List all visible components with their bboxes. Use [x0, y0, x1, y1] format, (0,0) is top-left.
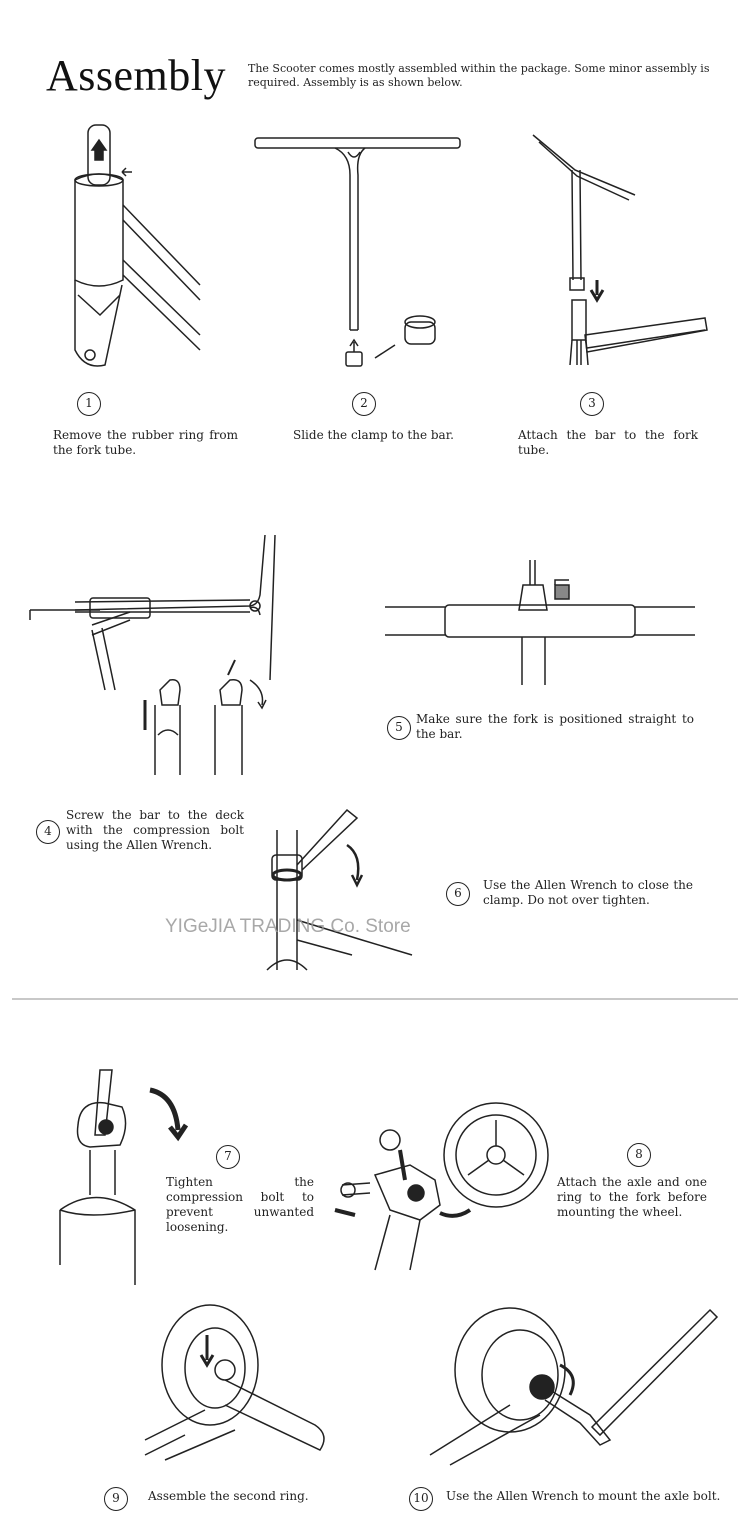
step10-illustration	[430, 1305, 720, 1470]
step1-number: 1	[77, 392, 101, 416]
step8-caption: Attach the axle and one ring to the fork before mounting the wheel.	[557, 1175, 707, 1219]
step6-illustration	[262, 800, 472, 975]
step5-caption: Make sure the fork is positioned straight to the bar.	[416, 712, 694, 741]
step6-number: 6	[446, 882, 470, 906]
step9-number: 9	[104, 1487, 128, 1511]
step4-number: 4	[36, 820, 60, 844]
step2-number: 2	[352, 392, 376, 416]
step8-illustration	[330, 1095, 555, 1275]
step9-illustration	[145, 1300, 345, 1465]
step8-number: 8	[627, 1143, 651, 1167]
step5-number: 5	[387, 716, 411, 740]
store-watermark: YIGeJIA TRADING Co. Store	[165, 916, 411, 937]
step3-number: 3	[580, 392, 604, 416]
intro-text: The Scooter comes mostly assembled within the package. Some minor assembly is required. Assembly is as shown below.	[248, 62, 710, 89]
step4-caption: Screw the bar to the deck with the compression bolt using the Allen Wrench.	[66, 808, 244, 852]
step10-number: 10	[409, 1487, 433, 1511]
step1-illustration	[60, 120, 210, 375]
step7-number: 7	[216, 1145, 240, 1169]
page-title: Assembly	[46, 51, 226, 100]
step1-caption: Remove the rubber ring from the fork tube.	[53, 428, 238, 457]
step6-caption: Use the Allen Wrench to close the clamp. Do not over tighten.	[483, 878, 693, 907]
step3-caption: Attach the bar to the fork tube.	[518, 428, 698, 457]
step9-caption: Assemble the second ring.	[148, 1489, 309, 1503]
step2-illustration	[250, 130, 465, 375]
step4-illustration	[30, 530, 280, 785]
step2-caption: Slide the clamp to the bar.	[293, 428, 454, 442]
step3-illustration	[525, 130, 715, 375]
step10-caption: Use the Allen Wrench to mount the axle bolt.	[446, 1489, 721, 1503]
step7-caption: Tighten the compression bolt to prevent unwanted loosening.	[166, 1175, 314, 1234]
section-divider	[12, 998, 738, 1000]
step5-illustration	[385, 555, 695, 690]
